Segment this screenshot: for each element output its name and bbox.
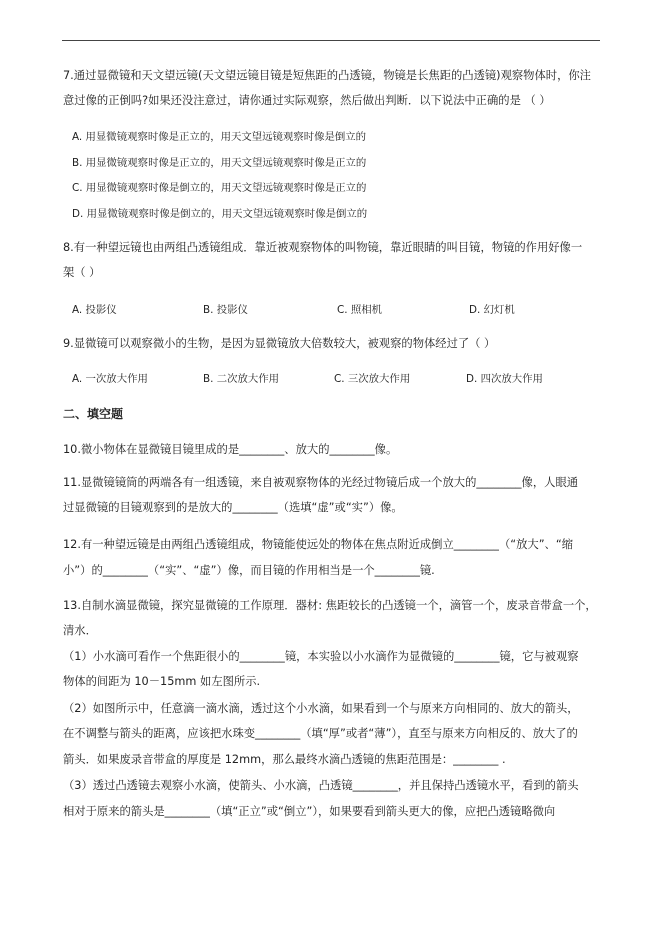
q7-stem-line1: 7.通过显微镜和天文望远镜(天文望远镜目镜是短焦距的凸透镜，物镜是长焦距的凸透镜)观察物体时，你注 [63,69,591,82]
q8-stem-line1: 8.有一种望远镜也由两组凸透镜组成．靠近被观察物体的叫物镜，靠近眼睛的叫目镜，物镜的作用好像一 [63,241,583,254]
q13-part2-line3: 箭头．如果废录音带盒的厚度是 12mm，那么最终水滴凸透镜的焦距范围是：________ . [63,753,506,766]
q7-option-b[interactable]: B. 用显微镜观察时像是正立的，用天文望远镜观察时像是正立的 [72,157,367,169]
q7-option-a[interactable]: A. 用显微镜观察时像是正立的，用天文望远镜观察时像是倒立的 [72,131,367,143]
q12-stem-line1: 12.有一种望远镜是由两组凸透镜组成，物镜能使远处的物体在焦点附近成倒立________（“放大”、“缩 [63,538,573,551]
section-title-fill-in: 二、填空题 [63,407,124,421]
q7-stem-line2: 意过像的正倒吗?如果还没注意过，请你通过实际观察，然后做出判断．以下说法中正确的是 （ ） [63,94,551,107]
q8-option-c[interactable]: C. 照相机 [337,304,383,316]
q7-option-c[interactable]: C. 用显微镜观察时像是倒立的，用天文望远镜观察时像是正立的 [72,182,367,194]
q8-option-d[interactable]: D. 幻灯机 [469,304,515,316]
q9-option-c[interactable]: C. 三次放大作用 [334,373,411,385]
q13-part2-line1: （2）如图所示中，任意滴一滴水滴，透过这个小水滴，如果看到一个与原来方向相同的、放大的箭头， [63,702,579,715]
q9-option-b[interactable]: B. 二次放大作用 [203,373,280,385]
q13-part2-line2: 在不调整与箭头的距离，应该把水珠变________（填“厚”或者“薄”），直至与原来方向相反的、放大了的 [63,727,578,740]
q10-stem-line1: 10.微小物体在显微镜目镜里成的是________、放大的________像。 [63,443,398,456]
q9-stem-line1: 9.显微镜可以观察微小的生物，是因为显微镜放大倍数较大，被观察的物体经过了（ ） [63,337,496,350]
q13-part3-line1: （3）透过凸透镜去观察小水滴，使箭头、小水滴，凸透镜________，并且保持凸透镜水平，看到的箭头 [63,779,579,792]
q11-stem-line1: 11.显微镜镜筒的两端各有一组透镜，来自被观察物体的光经过物镜后成一个放大的________像，人眼通 [63,476,579,489]
q13-stem-line2: 清水． [63,624,97,637]
q7-option-d[interactable]: D. 用显微镜观察时像是倒立的，用天文望远镜观察时像是倒立的 [72,208,368,220]
header-rule [62,40,600,41]
q13-part1-line2: 物体的间距为 10－15mm 如左图所示. [63,675,261,688]
q8-option-a[interactable]: A. 投影仪 [72,304,117,316]
q12-stem-line2: 小”）的________（“实”、“虚”）像，而目镜的作用相当是一个________镜. [63,564,435,577]
q9-option-d[interactable]: D. 四次放大作用 [466,373,543,385]
q13-part3-line2: 相对于原来的箭头是________（填“正立”或“倒立”），如果要看到箭头更大的像，应把凸透镜略微向 [63,805,556,818]
q11-stem-line2: 过显微镜的目镜观察到的是放大的________（选填“虚”或“实”）像。 [63,501,403,514]
q13-stem-line1: 13.自制水滴显微镜，探究显微镜的工作原理．器材: 焦距较长的凸透镜一个，滴管一个，废录音带盒一个， [63,599,597,612]
q8-option-b[interactable]: B. 投影仪 [203,304,248,316]
q8-stem-line2: 架（ ） [63,266,101,279]
q13-part1-line1: （1）小水滴可看作一个焦距很小的________镜，本实验以小水滴作为显微镜的________镜，它与被观察 [63,650,579,663]
q9-option-a[interactable]: A. 一次放大作用 [72,373,148,385]
